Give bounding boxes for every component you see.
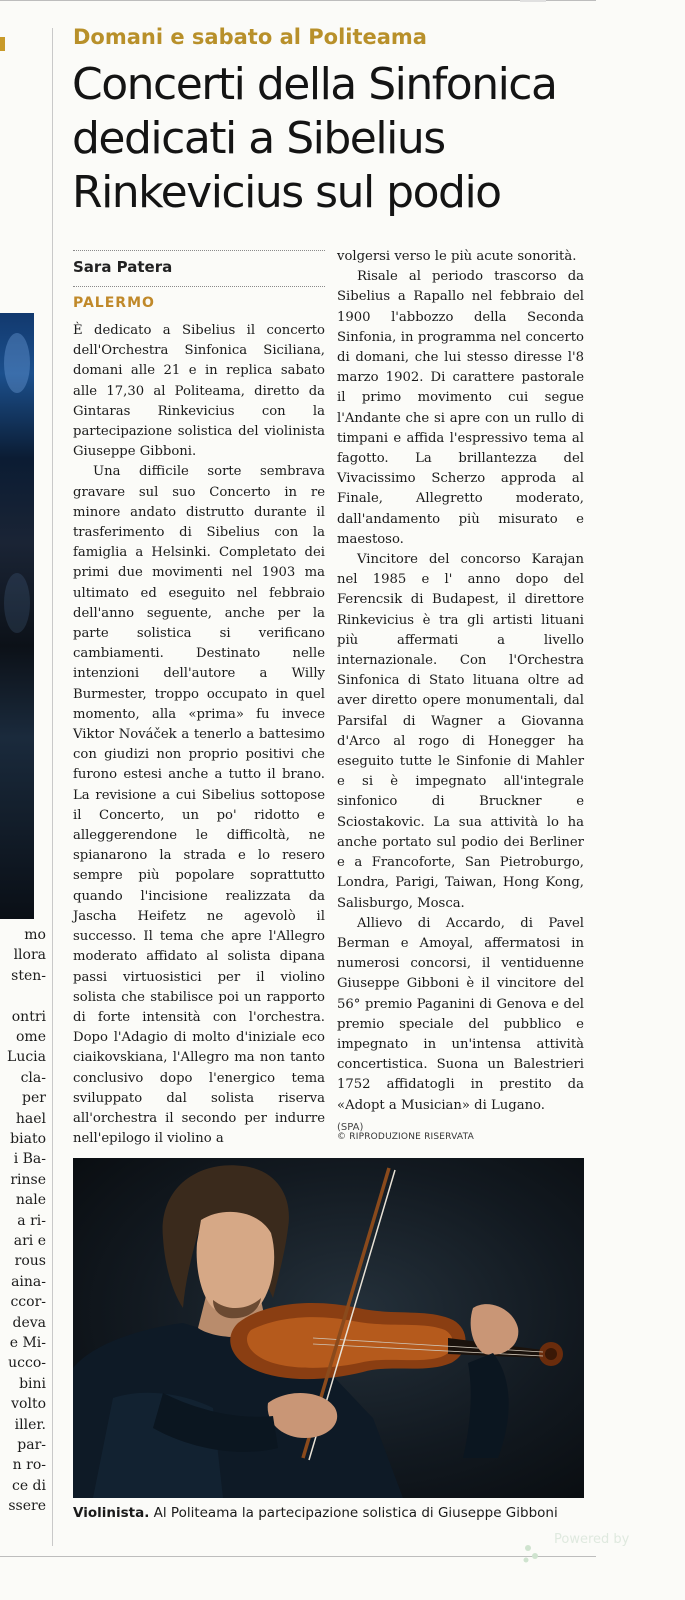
adjacent-text-fragment: nale bbox=[15, 1192, 46, 1209]
column-divider bbox=[52, 28, 53, 1546]
author-signoff: (SPA) bbox=[337, 1121, 364, 1133]
article-kicker: Domani e sabato al Politeama bbox=[73, 25, 427, 49]
headline-line: Rinkevicius sul podio bbox=[72, 167, 501, 218]
adjacent-text-fragment: per bbox=[22, 1090, 46, 1107]
paragraph: È dedicato a Sibelius il concerto dell'Orchestra Sinfonica Siciliana, domani alle 21 e in replica sabato alle 17,30 al Politeama, diretto da Gintaras Rinkevicius con la partecipazione solistica del violinista Giuseppe Gibboni. bbox=[73, 323, 325, 460]
adjacent-text-fragment: biato bbox=[10, 1131, 46, 1147]
byline-rule-bottom bbox=[73, 286, 325, 287]
violinist-photo bbox=[73, 1158, 584, 1498]
paragraph: Una difficile sorte sembrava gravare sul suo Concerto in re minore andato distrutto durante il trasferimento di Sibelius con la famiglia a Helsinki. Completato dei primi due movimenti nel 1903 ma ultimato ed eseguito nel febbraio dell'anno seguente, anche per la parte solistica si verificano cambiamenti. Destinato nelle intenzioni dell'autore a Willy Burmester, troppo occupato in quel momento, alla «prima» fu invece Viktor Nováček a tenerlo a battesimo con giudizi non proprio positivi che furono estesi anche a tutto il brano. La revisione a cui Sibelius sottopose il Concerto, un po' ridotto e alleggerendone le difficoltà, ne spianarono la strada e lo resero sempre più popolare soprattutto quando l'incisione realizzata da Jascha Heifetz ne agevolò il successo. Il tema che apre l'Allegro moderato affidato al solista dipana passi virtuosistici per il violino solista che stabilisce poi un rapporto di forte intensità con l'orchestra. Dopo l'Adagio di molto d'iniziale eco ciaikovskiana, l'Allegro ma non tanto conclusivo dopo l'energico tema sviluppato dal solista riserva all'orchestra il secondo per indurre nell'epilogo il violino a bbox=[73, 464, 325, 1147]
page-top-rule bbox=[0, 0, 596, 1]
adjacent-text-fragment: ome bbox=[16, 1029, 46, 1045]
adjacent-text-fragment: ontri bbox=[11, 1008, 46, 1025]
adjacent-text-fragment: llora bbox=[13, 947, 46, 964]
adjacent-text-fragment: mo bbox=[24, 927, 46, 943]
photo-caption bbox=[73, 1505, 558, 1521]
copyright-notice: © RIPRODUZIONE RISERVATA bbox=[337, 1132, 474, 1142]
adjacent-text-fragment: rinse bbox=[10, 1171, 46, 1188]
adjacent-text-fragment: ari e bbox=[13, 1233, 46, 1249]
article-column-1 bbox=[73, 321, 325, 1149]
adjacent-article bbox=[0, 0, 48, 1600]
watermark-text: Powered by bbox=[554, 1532, 630, 1547]
caption-text: Al Politeama la partecipazione solistica di Giuseppe Gibboni bbox=[149, 1505, 558, 1521]
paragraph: Allievo di Accardo, di Pavel Berman e Amoyal, affermatosi in numerosi concorsi, il ventiduenne Giuseppe Gibboni è il vincitore del 56° premio Paganini di Genova e del premio speciale del pubblico e impegnato in un'intensa attività concertistica. Suona un Balestrieri 1752 affidatogli in prestito da «Adopt a Musician» di Lugano. bbox=[337, 915, 584, 1113]
article-headline bbox=[72, 58, 622, 220]
paragraph: volgersi verso le più acute sonorità. bbox=[337, 249, 577, 264]
adjacent-text-fragment: ccor- bbox=[10, 1294, 46, 1311]
adjacent-text-fragment: a ri- bbox=[17, 1212, 46, 1229]
adjacent-accent-bar bbox=[0, 37, 5, 51]
byline: Sara Patera bbox=[73, 258, 173, 276]
adjacent-text-fragment: volto bbox=[11, 1396, 46, 1413]
watermark-logo-icon bbox=[520, 1538, 550, 1568]
byline-rule-top bbox=[73, 250, 325, 251]
page-bottom-rule bbox=[0, 1556, 596, 1557]
article-column-2 bbox=[337, 247, 584, 1138]
page-top-mark bbox=[520, 0, 546, 2]
adjacent-text-fragment: ucco- bbox=[8, 1355, 46, 1372]
adjacent-text-fragment: sten- bbox=[11, 967, 46, 984]
dateline-location: PALERMO bbox=[73, 295, 155, 311]
headline-line: Concerti della Sinfonica bbox=[72, 59, 557, 110]
adjacent-text-fragment: ssere bbox=[8, 1498, 46, 1515]
adjacent-text-fragment: aina- bbox=[11, 1273, 46, 1290]
adjacent-text-fragment: Lucia bbox=[7, 1049, 46, 1066]
headline-line: dedicati a Sibelius bbox=[72, 113, 445, 164]
violinist-illustration bbox=[73, 1158, 584, 1498]
adjacent-text-fragment: ce di bbox=[11, 1477, 46, 1494]
adjacent-photo bbox=[0, 313, 34, 919]
adjacent-text-fragment: par- bbox=[17, 1437, 46, 1453]
paragraph: Risale al periodo trascorso da Sibelius a Rapallo nel febbraio del 1900 l'abbozzo della Seconda Sinfonia, in programma nel concerto di domani, che lui stesso diresse l'8 marzo 1902. Di carattere pastorale il primo movimento cui segue l'Andante che si apre con un rullo di timpani e affida l'espressivo tema al fagotto. La brillantezza del Vivacissimo Scherzo approda al Finale, Allegretto moderato, dall'andamento più misurato e maestoso. bbox=[337, 269, 584, 547]
adjacent-text-fragment: deva bbox=[12, 1314, 46, 1331]
adjacent-text-fragment: bini bbox=[19, 1375, 46, 1392]
adjacent-text-fragment: n ro- bbox=[12, 1457, 46, 1474]
adjacent-text-fragment: cla- bbox=[20, 1069, 46, 1086]
caption-lead: Violinista. bbox=[73, 1505, 150, 1521]
adjacent-text-fragment: iller. bbox=[14, 1416, 46, 1433]
adjacent-text-fragment: i Ba- bbox=[13, 1151, 46, 1168]
adjacent-text-fragment: rous bbox=[14, 1253, 46, 1270]
paragraph: Vincitore del concorso Karajan nel 1985 e l' anno dopo del Ferencsik di Budapest, il direttore Rinkevicius è tra gli artisti lituani più affermati a livello internazionale. Con l'Orchestra Sinfonica di Stato lituana oltre ad aver diretto opere monumentali, dal Parsifal di Wagner a Giovanna d'Arco al rogo di Honegger ha eseguito tutte le Sinfonie di Mahler e si è impegnato all'integrale sinfonico di Bruckner e Sciostakovic. La sua attività lo ha anche portato sul podio dei Berliner e a Francoforte, San Pietroburgo, Londra, Parigi, Taiwan, Hong Kong, Salisburgo, Mosca. bbox=[337, 552, 584, 911]
adjacent-text-fragment: hael bbox=[15, 1110, 46, 1127]
adjacent-text-fragment: e Mi- bbox=[9, 1335, 46, 1351]
